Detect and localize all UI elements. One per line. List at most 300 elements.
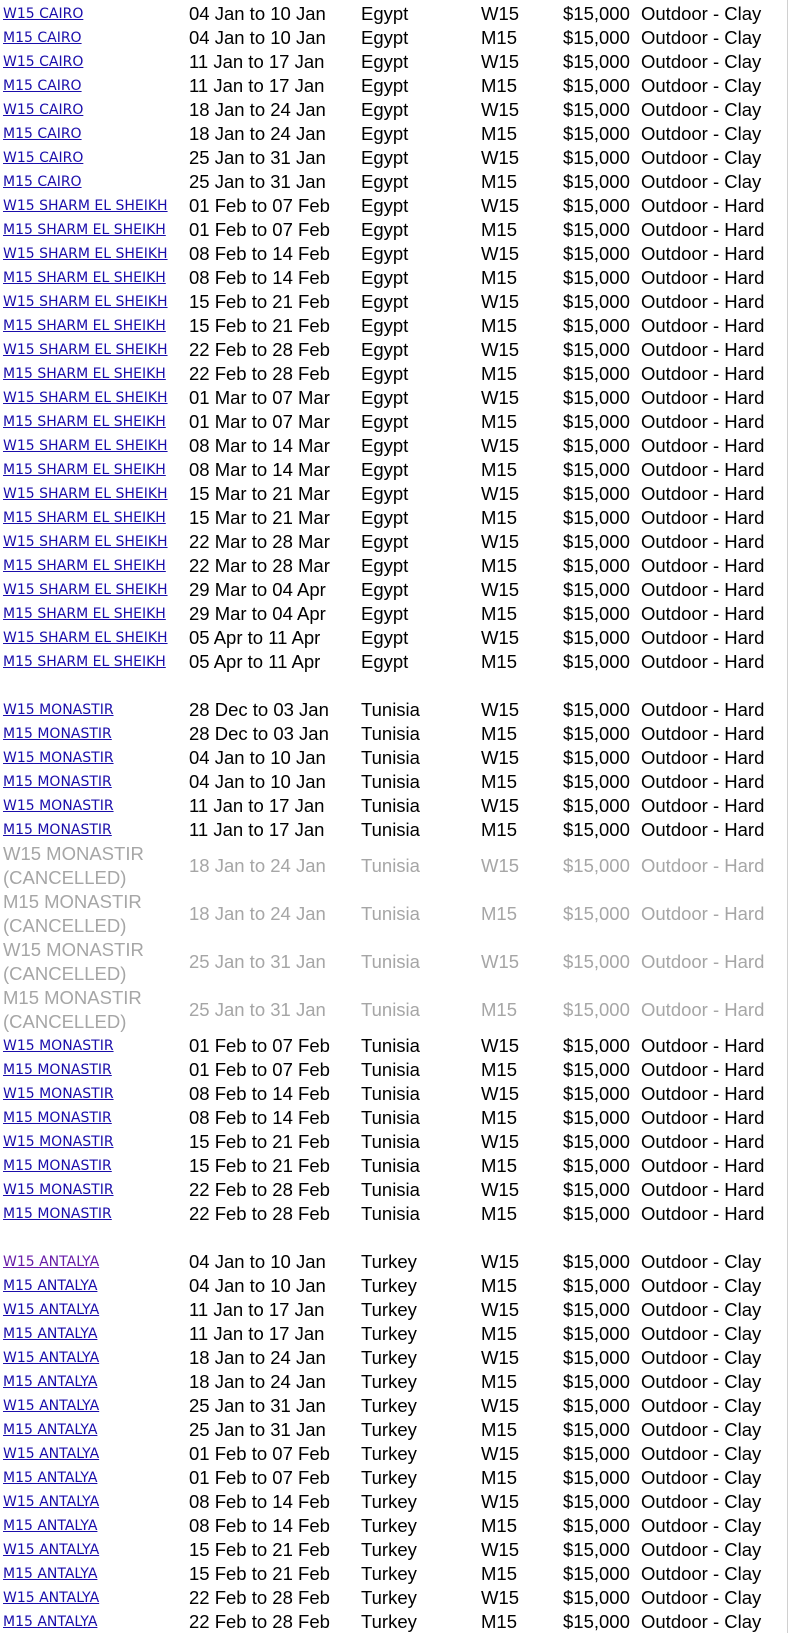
tournament-surface: Outdoor - Hard xyxy=(641,435,765,456)
tournament-link[interactable]: W15 SHARM EL SHEIKH xyxy=(3,246,168,262)
tournament-surface: Outdoor - Clay xyxy=(641,1395,762,1416)
tournament-link[interactable]: M15 MONASTIR xyxy=(3,1206,112,1222)
tournament-country: Turkey xyxy=(361,1347,417,1368)
table-row xyxy=(0,578,788,602)
tournament-name-cell[interactable] xyxy=(3,410,166,434)
tournament-dates: 01 Mar to 07 Mar xyxy=(189,387,330,408)
tournament-name-cell[interactable] xyxy=(3,1034,114,1058)
tournament-link[interactable]: M15 ANTALYA xyxy=(3,1518,98,1534)
tournament-prize-money: $15,000 xyxy=(563,219,630,240)
tournament-name-cell[interactable] xyxy=(3,218,166,242)
tournament-surface: Outdoor - Hard xyxy=(641,195,765,216)
tournament-link[interactable]: M15 ANTALYA xyxy=(3,1278,98,1294)
tournament-country: Tunisia xyxy=(361,1035,420,1056)
tournament-category: W15 xyxy=(481,1251,520,1272)
tournament-prize-money: $15,000 xyxy=(563,1515,630,1536)
tournament-link[interactable]: M15 CAIRO xyxy=(3,174,82,190)
tournament-country: Tunisia xyxy=(361,1203,420,1224)
tournament-link[interactable]: M15 MONASTIR xyxy=(3,1062,112,1078)
table-row xyxy=(0,650,788,674)
tournament-dates: 04 Jan to 10 Jan xyxy=(189,747,326,768)
tournament-name-cell[interactable] xyxy=(3,1298,99,1322)
tournament-country: Egypt xyxy=(361,99,409,120)
tournament-link[interactable]: W15 MONASTIR xyxy=(3,1086,114,1102)
tournament-link[interactable]: M15 MONASTIR xyxy=(3,774,112,790)
tournament-prize-money: $15,000 xyxy=(563,147,630,168)
tournament-dates: 08 Feb to 14 Feb xyxy=(189,1107,330,1128)
tournament-link[interactable]: M15 ANTALYA xyxy=(3,1326,98,1342)
tournament-surface: Outdoor - Hard xyxy=(641,411,765,432)
tournament-country: Egypt xyxy=(361,387,409,408)
tournament-category: M15 xyxy=(481,459,517,480)
tournament-link[interactable]: W15 MONASTIR xyxy=(3,1038,114,1054)
tournament-link[interactable]: M15 CAIRO xyxy=(3,78,82,94)
tournament-surface: Outdoor - Hard xyxy=(641,1131,765,1152)
tournament-link[interactable]: W15 MONASTIR xyxy=(3,750,114,766)
tournament-name-cell[interactable] xyxy=(3,482,168,506)
tournament-link[interactable]: W15 CAIRO xyxy=(3,102,84,118)
tournament-link[interactable]: W15 ANTALYA xyxy=(3,1350,100,1366)
tournament-name-cell[interactable] xyxy=(3,1130,114,1154)
tournament-name-cell[interactable] xyxy=(3,1250,99,1274)
tournament-surface: Outdoor - Hard xyxy=(641,339,765,360)
table-row xyxy=(0,1274,788,1298)
tournament-category: M15 xyxy=(481,171,517,192)
tournament-surface: Outdoor - Hard xyxy=(641,951,765,972)
tournament-prize-money: $15,000 xyxy=(563,1611,630,1632)
tournament-name-cell[interactable] xyxy=(3,1202,112,1226)
tournament-country: Egypt xyxy=(361,3,409,24)
tournament-link[interactable]: W15 CAIRO xyxy=(3,150,84,166)
tournament-country: Tunisia xyxy=(361,795,420,816)
tournament-category: M15 xyxy=(481,1203,517,1224)
tournament-prize-money: $15,000 xyxy=(563,1587,630,1608)
tournament-link[interactable]: W15 SHARM EL SHEIKH xyxy=(3,294,168,310)
tournament-category: M15 xyxy=(481,267,517,288)
tournament-name-cell[interactable] xyxy=(3,26,82,50)
tournament-dates: 25 Jan to 31 Jan xyxy=(189,999,326,1020)
tournament-link[interactable]: M15 SHARM EL SHEIKH xyxy=(3,414,166,430)
table-row xyxy=(0,1154,788,1178)
tournament-name-cell[interactable] xyxy=(3,386,168,410)
tournament-name-cell[interactable] xyxy=(3,722,112,746)
tournament-name-cell[interactable] xyxy=(3,314,166,338)
tournament-country: Egypt xyxy=(361,219,409,240)
tournament-dates: 15 Feb to 21 Feb xyxy=(189,1131,330,1152)
tournament-name-cell[interactable] xyxy=(3,50,83,74)
tournament-prize-money: $15,000 xyxy=(563,507,630,528)
tournament-link[interactable]: W15 ANTALYA xyxy=(3,1494,100,1510)
tournament-country: Turkey xyxy=(361,1611,417,1632)
tournament-name-cell[interactable] xyxy=(3,434,168,458)
table-row xyxy=(0,482,788,506)
tournament-link[interactable]: M15 MONASTIR xyxy=(3,822,112,838)
tournament-name-cell[interactable] xyxy=(3,74,82,98)
tournament-country: Egypt xyxy=(361,555,409,576)
tournament-category: M15 xyxy=(481,903,517,924)
tournament-name-cell[interactable] xyxy=(3,146,83,170)
tournament-link[interactable]: M15 MONASTIR xyxy=(3,1158,112,1174)
tournament-category: M15 xyxy=(481,1419,517,1440)
tournament-country: Egypt xyxy=(361,315,409,336)
tournament-category: W15 xyxy=(481,51,520,72)
tournament-name-cell[interactable] xyxy=(3,794,114,818)
tournament-name-cell[interactable] xyxy=(3,1322,97,1346)
tournament-category: W15 xyxy=(481,339,520,360)
tournament-surface: Outdoor - Hard xyxy=(641,999,765,1020)
tournament-category: M15 xyxy=(481,507,517,528)
tournament-link[interactable]: M15 ANTALYA xyxy=(3,1422,98,1438)
tournament-link[interactable]: W15 SHARM EL SHEIKH xyxy=(3,198,168,214)
tournament-name-cell[interactable] xyxy=(3,578,168,602)
table-row xyxy=(0,1538,788,1562)
tournament-surface: Outdoor - Hard xyxy=(641,267,765,288)
tournament-name-cell[interactable] xyxy=(3,650,166,674)
tournament-link[interactable]: M15 SHARM EL SHEIKH xyxy=(3,654,166,670)
tournament-link[interactable]: W15 SHARM EL SHEIKH xyxy=(3,486,168,502)
table-row xyxy=(0,338,788,362)
table-row xyxy=(0,698,788,722)
tournament-link[interactable]: M15 SHARM EL SHEIKH xyxy=(3,222,166,238)
tournament-category: M15 xyxy=(481,27,517,48)
tournament-dates: 04 Jan to 10 Jan xyxy=(189,1251,326,1272)
tournament-name-cell[interactable] xyxy=(3,98,83,122)
tournament-surface: Outdoor - Clay xyxy=(641,3,762,24)
tournament-surface: Outdoor - Hard xyxy=(641,795,765,816)
tournament-country: Turkey xyxy=(361,1587,417,1608)
tournament-link[interactable]: W15 CAIRO xyxy=(3,6,84,22)
tournament-surface: Outdoor - Clay xyxy=(641,1371,762,1392)
tournament-name-cell[interactable] xyxy=(3,266,166,290)
tournament-dates: 22 Feb to 28 Feb xyxy=(189,1179,330,1200)
tournament-prize-money: $15,000 xyxy=(563,903,630,924)
tournament-country: Tunisia xyxy=(361,1083,420,1104)
tournament-category: W15 xyxy=(481,1083,520,1104)
tournament-country: Egypt xyxy=(361,339,409,360)
tournament-name-cell[interactable] xyxy=(3,362,166,386)
tournament-surface: Outdoor - Hard xyxy=(641,1107,765,1128)
tournament-link[interactable]: W15 CAIRO xyxy=(3,54,84,70)
tournament-name-cell[interactable] xyxy=(3,1346,99,1370)
tournament-link[interactable]: M15 SHARM EL SHEIKH xyxy=(3,558,166,574)
tournament-link[interactable]: M15 SHARM EL SHEIKH xyxy=(3,606,166,622)
table-row xyxy=(0,1586,788,1610)
tournament-link[interactable]: W15 ANTALYA xyxy=(3,1398,100,1414)
tournament-surface: Outdoor - Clay xyxy=(641,1299,762,1320)
tournament-dates: 25 Jan to 31 Jan xyxy=(189,147,326,168)
tournament-category: M15 xyxy=(481,651,517,672)
tournament-prize-money: $15,000 xyxy=(563,1539,630,1560)
tournament-dates: 22 Feb to 28 Feb xyxy=(189,1203,330,1224)
tournament-dates: 08 Mar to 14 Mar xyxy=(189,459,330,480)
tournament-name-cell[interactable] xyxy=(3,1418,97,1442)
table-row xyxy=(0,146,788,170)
tournament-dates: 25 Jan to 31 Jan xyxy=(189,1419,326,1440)
tournament-link[interactable]: M15 SHARM EL SHEIKH xyxy=(3,318,166,334)
table-row xyxy=(0,1034,788,1058)
tournament-surface: Outdoor - Hard xyxy=(641,747,765,768)
tournament-name-cell[interactable] xyxy=(3,1586,99,1610)
tournament-country: Turkey xyxy=(361,1515,417,1536)
tournament-category: W15 xyxy=(481,243,520,264)
tournament-name-cell[interactable] xyxy=(3,290,168,314)
tournament-surface: Outdoor - Hard xyxy=(641,627,765,648)
tournament-category: W15 xyxy=(481,1035,520,1056)
table-row xyxy=(0,1082,788,1106)
tournament-name-cell[interactable] xyxy=(3,1154,112,1178)
tournament-dates: 15 Feb to 21 Feb xyxy=(189,291,330,312)
tournament-name-cell[interactable] xyxy=(3,1178,114,1202)
table-row xyxy=(0,266,788,290)
tournament-country: Turkey xyxy=(361,1371,417,1392)
tournament-link[interactable]: W15 SHARM EL SHEIKH xyxy=(3,438,168,454)
tournament-surface: Outdoor - Hard xyxy=(641,723,765,744)
tournament-dates: 01 Mar to 07 Mar xyxy=(189,411,330,432)
tournament-name-cell[interactable] xyxy=(3,818,112,842)
tournament-prize-money: $15,000 xyxy=(563,1131,630,1152)
tournament-link[interactable]: W15 ANTALYA xyxy=(3,1302,100,1318)
tournament-name-cell[interactable] xyxy=(3,602,166,626)
tournament-prize-money: $15,000 xyxy=(563,747,630,768)
table-row xyxy=(0,98,788,122)
tournament-prize-money: $15,000 xyxy=(563,1203,630,1224)
tournament-country: Tunisia xyxy=(361,1179,420,1200)
tournament-surface: Outdoor - Clay xyxy=(641,1491,762,1512)
tournament-category: M15 xyxy=(481,1107,517,1128)
tournament-name-cell[interactable] xyxy=(3,1082,114,1106)
tournament-country: Tunisia xyxy=(361,855,420,876)
tournament-prize-money: $15,000 xyxy=(563,291,630,312)
tournament-prize-money: $15,000 xyxy=(563,387,630,408)
tournament-name-cell[interactable] xyxy=(3,1514,97,1538)
tournament-dates: 15 Mar to 21 Mar xyxy=(189,483,330,504)
tournament-country: Tunisia xyxy=(361,819,420,840)
tournament-prize-money: $15,000 xyxy=(563,651,630,672)
tournament-name-cell[interactable] xyxy=(3,170,82,194)
tournament-dates: 01 Feb to 07 Feb xyxy=(189,195,330,216)
tournament-link[interactable]: W15 SHARM EL SHEIKH xyxy=(3,534,168,550)
tournament-dates: 05 Apr to 11 Apr xyxy=(189,627,321,648)
tournament-name-cell[interactable] xyxy=(3,1394,99,1418)
tournament-country: Egypt xyxy=(361,291,409,312)
tournament-name-cell[interactable] xyxy=(3,530,168,554)
tournament-surface: Outdoor - Clay xyxy=(641,147,762,168)
tournament-link[interactable]: M15 ANTALYA xyxy=(3,1374,98,1390)
tournament-name-cell[interactable] xyxy=(3,1490,99,1514)
tournament-link[interactable]: W15 MONASTIR xyxy=(3,702,114,718)
table-row xyxy=(0,1058,788,1082)
tournament-country: Egypt xyxy=(361,363,409,384)
tournament-name-cell[interactable] xyxy=(3,626,168,650)
tournament-dates: 08 Mar to 14 Mar xyxy=(189,435,330,456)
tournament-link[interactable]: M15 ANTALYA xyxy=(3,1470,98,1486)
tournament-link[interactable]: M15 SHARM EL SHEIKH xyxy=(3,366,166,382)
tournament-country: Turkey xyxy=(361,1275,417,1296)
tournament-category: M15 xyxy=(481,1371,517,1392)
tournament-link[interactable]: M15 CAIRO xyxy=(3,30,82,46)
tournament-name-cell[interactable] xyxy=(3,506,166,530)
tournament-prize-money: $15,000 xyxy=(563,483,630,504)
tournament-dates: 22 Feb to 28 Feb xyxy=(189,1587,330,1608)
tournament-prize-money: $15,000 xyxy=(563,951,630,972)
tournament-name-cell[interactable] xyxy=(3,1562,97,1586)
tournament-name-cell[interactable] xyxy=(3,1370,97,1394)
tournament-prize-money: $15,000 xyxy=(563,555,630,576)
tournament-link[interactable]: W15 SHARM EL SHEIKH xyxy=(3,630,168,646)
tournament-name-cell[interactable] xyxy=(3,1274,97,1298)
table-row xyxy=(0,1442,788,1466)
table-row xyxy=(0,1178,788,1202)
table-row xyxy=(0,506,788,530)
tournament-category: W15 xyxy=(481,3,520,24)
tournament-prize-money: $15,000 xyxy=(563,1467,630,1488)
tournament-dates: 29 Mar to 04 Apr xyxy=(189,603,326,624)
tournament-surface: Outdoor - Clay xyxy=(641,1443,762,1464)
tournament-surface: Outdoor - Hard xyxy=(641,903,765,924)
tournament-category: W15 xyxy=(481,1299,520,1320)
tournament-dates: 22 Feb to 28 Feb xyxy=(189,1611,330,1632)
tournament-category: W15 xyxy=(481,855,520,876)
tournament-name-cell[interactable] xyxy=(3,1442,99,1466)
tournament-name-cell[interactable] xyxy=(3,194,168,218)
tournament-category: W15 xyxy=(481,291,520,312)
tournament-country: Egypt xyxy=(361,243,409,264)
tournament-link[interactable]: W15 ANTALYA xyxy=(3,1254,100,1270)
tournament-category: W15 xyxy=(481,1395,520,1416)
tournament-link[interactable]: M15 CAIRO xyxy=(3,126,82,142)
tournament-dates: 04 Jan to 10 Jan xyxy=(189,771,326,792)
tournament-prize-money: $15,000 xyxy=(563,171,630,192)
tournament-link[interactable]: W15 ANTALYA xyxy=(3,1542,100,1558)
tournament-surface: Outdoor - Hard xyxy=(641,855,765,876)
tournament-surface: Outdoor - Clay xyxy=(641,1347,762,1368)
tournament-prize-money: $15,000 xyxy=(563,819,630,840)
tournament-link[interactable]: M15 SHARM EL SHEIKH xyxy=(3,270,166,286)
tournament-dates: 04 Jan to 10 Jan xyxy=(189,1275,326,1296)
tournament-dates: 18 Jan to 24 Jan xyxy=(189,855,326,876)
table-row xyxy=(0,1298,788,1322)
tournament-category: W15 xyxy=(481,1443,520,1464)
tournament-dates: 11 Jan to 17 Jan xyxy=(189,819,325,840)
tournament-link[interactable]: W15 SHARM EL SHEIKH xyxy=(3,342,168,358)
tournament-prize-money: $15,000 xyxy=(563,243,630,264)
tournament-category: M15 xyxy=(481,771,517,792)
tournament-link[interactable]: W15 SHARM EL SHEIKH xyxy=(3,582,168,598)
tournament-name-cell[interactable] xyxy=(3,770,112,794)
table-row xyxy=(0,122,788,146)
tournament-country: Egypt xyxy=(361,27,409,48)
tournament-category: W15 xyxy=(481,1491,520,1512)
tournament-dates: 04 Jan to 10 Jan xyxy=(189,3,326,24)
tournament-prize-money: $15,000 xyxy=(563,999,630,1020)
tournament-prize-money: $15,000 xyxy=(563,1323,630,1344)
tournament-link[interactable]: W15 ANTALYA xyxy=(3,1590,100,1606)
tournament-country: Tunisia xyxy=(361,723,420,744)
tournament-country: Egypt xyxy=(361,171,409,192)
tournament-category: M15 xyxy=(481,723,517,744)
tournament-prize-money: $15,000 xyxy=(563,123,630,144)
tournament-link[interactable]: M15 ANTALYA xyxy=(3,1566,98,1582)
tournament-country: Egypt xyxy=(361,51,409,72)
tournament-prize-money: $15,000 xyxy=(563,1443,630,1464)
tournament-prize-money: $15,000 xyxy=(563,3,630,24)
tournament-name-cell[interactable] xyxy=(3,2,83,26)
tournament-prize-money: $15,000 xyxy=(563,267,630,288)
tournament-category: W15 xyxy=(481,951,520,972)
tournament-link[interactable]: W15 SHARM EL SHEIKH xyxy=(3,390,168,406)
tournament-prize-money: $15,000 xyxy=(563,795,630,816)
tournament-category: M15 xyxy=(481,1515,517,1536)
table-row xyxy=(0,1490,788,1514)
tournament-link[interactable]: M15 MONASTIR xyxy=(3,1110,112,1126)
table-row xyxy=(0,2,788,26)
table-row xyxy=(0,362,788,386)
tournament-name-cell[interactable] xyxy=(3,1058,112,1082)
tournament-category: M15 xyxy=(481,315,517,336)
tournament-name-cell[interactable] xyxy=(3,122,82,146)
tournament-name-cell[interactable] xyxy=(3,1466,97,1490)
tournament-prize-money: $15,000 xyxy=(563,339,630,360)
tournament-dates: 18 Jan to 24 Jan xyxy=(189,1347,326,1368)
tournament-link[interactable]: M15 ANTALYA xyxy=(3,1614,98,1630)
table-row xyxy=(0,434,788,458)
tournament-surface: Outdoor - Clay xyxy=(641,51,762,72)
tournament-country: Turkey xyxy=(361,1467,417,1488)
tournament-country: Tunisia xyxy=(361,951,420,972)
tournament-dates: 01 Feb to 07 Feb xyxy=(189,1059,330,1080)
tournament-link[interactable]: M15 SHARM EL SHEIKH xyxy=(3,510,166,526)
tournament-link[interactable]: W15 MONASTIR xyxy=(3,1134,114,1150)
tournament-surface: Outdoor - Hard xyxy=(641,531,765,552)
tournament-dates: 11 Jan to 17 Jan xyxy=(189,1299,325,1320)
table-row xyxy=(0,890,788,938)
tournament-name-cell[interactable] xyxy=(3,698,114,722)
table-row xyxy=(0,626,788,650)
table-row xyxy=(0,170,788,194)
tournament-name-cell[interactable] xyxy=(3,458,166,482)
tournament-link[interactable]: W15 ANTALYA xyxy=(3,1446,100,1462)
tournament-country: Egypt xyxy=(361,411,409,432)
tournament-dates: 08 Feb to 14 Feb xyxy=(189,243,330,264)
tournament-link[interactable]: M15 SHARM EL SHEIKH xyxy=(3,462,166,478)
tournament-surface: Outdoor - Hard xyxy=(641,651,765,672)
tournament-country: Turkey xyxy=(361,1491,417,1512)
tournament-link[interactable]: W15 MONASTIR xyxy=(3,798,114,814)
tournament-link[interactable]: M15 MONASTIR xyxy=(3,726,112,742)
tournament-category: M15 xyxy=(481,1467,517,1488)
tournament-category: M15 xyxy=(481,999,517,1020)
tournament-name-cell[interactable] xyxy=(3,1106,112,1130)
tournament-name-cell[interactable] xyxy=(3,746,114,770)
tournament-name-cell[interactable] xyxy=(3,338,168,362)
table-row xyxy=(0,554,788,578)
tournament-link[interactable]: W15 MONASTIR xyxy=(3,1182,114,1198)
tournament-dates: 01 Feb to 07 Feb xyxy=(189,1467,330,1488)
tournament-prize-money: $15,000 xyxy=(563,99,630,120)
table-row xyxy=(0,794,788,818)
table-row xyxy=(0,50,788,74)
table-row xyxy=(0,1394,788,1418)
tournament-name-cell[interactable] xyxy=(3,1538,99,1562)
table-row xyxy=(0,1418,788,1442)
tournament-country: Egypt xyxy=(361,483,409,504)
tournament-country: Turkey xyxy=(361,1563,417,1584)
tournament-name-cell[interactable] xyxy=(3,242,168,266)
tournament-name-cell[interactable] xyxy=(3,1610,97,1634)
tournament-prize-money: $15,000 xyxy=(563,1059,630,1080)
tournament-name-cell[interactable] xyxy=(3,554,166,578)
tournament-prize-money: $15,000 xyxy=(563,1395,630,1416)
